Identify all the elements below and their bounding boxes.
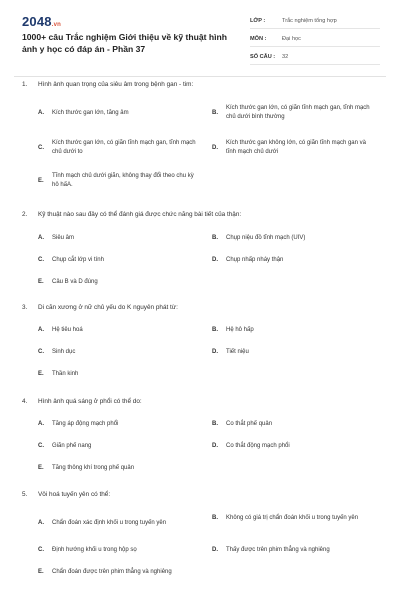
- question-number: 4.: [22, 398, 28, 405]
- option-text: Chụp cắt lớp vi tính: [52, 257, 104, 263]
- option-c[interactable]: [38, 546, 202, 555]
- option-text: Kích thước gan lớn, có giãn tĩnh mạch gan, tĩnh mạch chủ dưới to: [52, 140, 196, 155]
- meta-class: [250, 14, 380, 29]
- option-letter: E.: [38, 465, 44, 471]
- option-letter: D.: [212, 144, 218, 151]
- meta-count-label: SỐ CÂU :: [250, 54, 276, 60]
- meta-class-value: Trắc nghiệm tổng hợp: [282, 18, 337, 24]
- option-b[interactable]: [212, 234, 376, 243]
- option-c[interactable]: [38, 348, 202, 357]
- option-d[interactable]: [212, 139, 376, 157]
- option-a[interactable]: [38, 326, 202, 335]
- meta-count-value: 32: [282, 54, 289, 60]
- option-b[interactable]: [212, 514, 376, 523]
- option-text: Thần kinh: [52, 371, 79, 377]
- option-d[interactable]: [212, 442, 376, 451]
- option-a[interactable]: [38, 234, 202, 243]
- question-stem: [22, 210, 378, 219]
- option-text: Chẩn đoán xác định khối u trong tuyến yên: [52, 520, 167, 526]
- option-text: Tăng áp động mạch phổi: [52, 421, 119, 427]
- option-letter: E.: [38, 279, 44, 285]
- option-letter: D.: [212, 257, 218, 263]
- option-d[interactable]: [212, 546, 376, 555]
- option-text: Kích thước gan không lớn, có giãn tĩnh mạch gan và tĩnh mạch chủ dưới: [226, 140, 366, 155]
- option-b[interactable]: [212, 420, 376, 429]
- question-text: Kỹ thuật nào sau đây có thể đánh giá được chức năng bài tiết của thận:: [38, 211, 242, 218]
- option-a[interactable]: [38, 420, 202, 429]
- option-text: Sinh dục: [52, 349, 76, 355]
- meta-subject: [250, 32, 380, 47]
- option-e[interactable]: [38, 172, 202, 190]
- option-text: Siêu âm: [52, 235, 75, 241]
- option-c[interactable]: [38, 256, 202, 265]
- option-letter: A.: [38, 327, 44, 333]
- option-letter: D.: [212, 349, 218, 355]
- question-text: Di căn xương ở nữ chủ yếu do K nguyên phát từ:: [38, 304, 178, 311]
- site-logo[interactable]: 2048.vn: [22, 14, 62, 29]
- option-e[interactable]: [38, 464, 202, 473]
- page-header: [0, 0, 400, 74]
- option-text: Kích thước gan lớn, có giãn tĩnh mạch gan, tĩnh mạch chủ dưới bình thường: [226, 105, 370, 120]
- option-text: Chụp niệu đồ tĩnh mạch (UIV): [226, 235, 306, 241]
- option-text: Giãn phế nang: [52, 443, 92, 449]
- option-e[interactable]: [38, 278, 202, 287]
- option-text: Tĩnh mạch chủ dưới giãn, không thay đổi theo chu kỳ hô hấA.: [52, 173, 194, 188]
- option-text: Tăng thông khí trong phế quản: [52, 465, 135, 471]
- option-letter: C.: [38, 349, 44, 355]
- option-letter: C.: [38, 443, 44, 449]
- question-stem: [22, 303, 378, 312]
- question-number: 2.: [22, 211, 28, 218]
- option-a[interactable]: [38, 519, 202, 528]
- question-number: 5.: [22, 491, 28, 498]
- option-text: Thấy được trên phim thẳng và nghiêng: [226, 547, 330, 553]
- option-letter: A.: [38, 110, 44, 116]
- meta-subject-value: Đại học: [282, 36, 301, 42]
- option-letter: A.: [38, 520, 44, 526]
- question-text: Hình ảnh quan trọng của siêu âm trong bệnh gan - tim:: [38, 81, 194, 88]
- question-stem: [22, 490, 378, 499]
- option-letter: A.: [38, 235, 44, 241]
- option-letter: B.: [212, 421, 218, 427]
- option-letter: B.: [212, 515, 218, 521]
- option-d[interactable]: [212, 256, 376, 265]
- question-number: 1.: [22, 81, 28, 88]
- question-text: Vôi hoá tuyến yên có thể:: [38, 491, 111, 498]
- meta-class-label: LỚP :: [250, 18, 266, 24]
- option-letter: A.: [38, 421, 44, 427]
- option-letter: E.: [38, 177, 44, 184]
- option-letter: D.: [212, 443, 218, 449]
- option-text: Co thắt động mạch phổi: [226, 443, 290, 449]
- question-stem: [22, 80, 378, 89]
- header-divider: [14, 76, 386, 77]
- option-text: Kích thước gan lớn, tăng âm: [52, 110, 129, 116]
- option-letter: E.: [38, 569, 44, 575]
- option-letter: C.: [38, 144, 44, 151]
- option-letter: D.: [212, 547, 218, 553]
- option-b[interactable]: [212, 326, 376, 335]
- option-text: Định hướng khối u trong hộp sọ: [52, 547, 137, 553]
- option-d[interactable]: [212, 348, 376, 357]
- option-letter: C.: [38, 257, 44, 263]
- option-letter: B.: [212, 235, 218, 241]
- option-letter: C.: [38, 547, 44, 553]
- option-c[interactable]: [38, 139, 202, 157]
- option-text: Chụp nhấp nháy thận: [226, 257, 284, 263]
- option-text: Co thắt phế quản: [226, 421, 273, 427]
- option-a[interactable]: [38, 109, 202, 118]
- option-e[interactable]: [38, 568, 202, 577]
- option-text: Hệ tiêu hoá: [52, 327, 83, 333]
- option-text: Câu B và D đúng: [52, 279, 98, 285]
- quiz-meta: [250, 14, 380, 68]
- option-text: Hệ hô hấp: [226, 327, 254, 333]
- option-letter: E.: [38, 371, 44, 377]
- page-title: 1000+ câu Trắc nghiệm Giới thiệu về kỹ thuật hình ảnh y học có đáp án - Phần 37: [22, 32, 228, 54]
- option-e[interactable]: [38, 370, 202, 379]
- option-b[interactable]: [212, 104, 376, 122]
- question-stem: [22, 397, 378, 406]
- question-text: Hình ảnh quá sáng ở phổi có thể do:: [38, 398, 142, 405]
- option-text: Chẩn đoán được trên phim thẳng và nghiêng: [52, 569, 172, 575]
- option-text: Tiết niệu: [226, 349, 249, 355]
- option-letter: B.: [212, 327, 218, 333]
- meta-subject-label: MÔN :: [250, 36, 267, 42]
- option-letter: B.: [212, 109, 218, 116]
- meta-count: [250, 50, 380, 65]
- question-number: 3.: [22, 304, 28, 311]
- option-c[interactable]: [38, 442, 202, 451]
- option-text: Không có giá trị chẩn đoán khối u trong tuyến yên: [226, 515, 359, 521]
